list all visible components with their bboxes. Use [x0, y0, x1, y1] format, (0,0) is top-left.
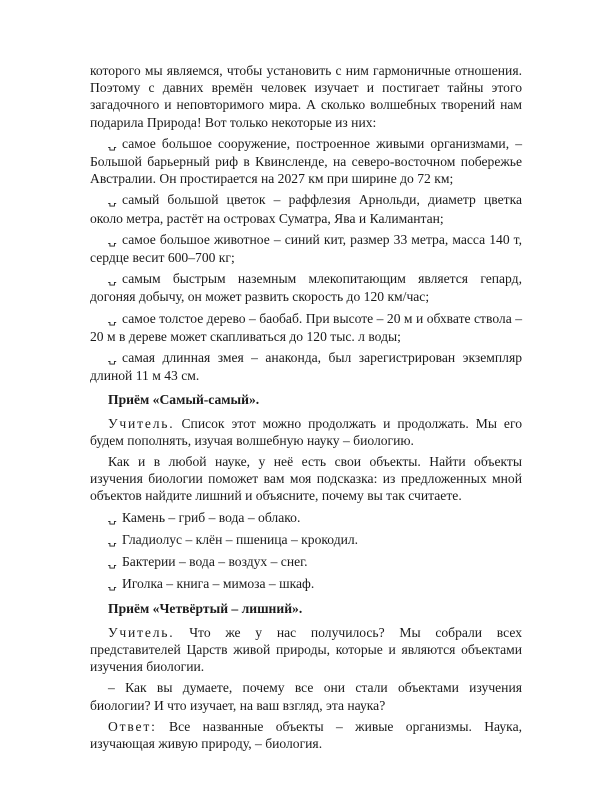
options-list — [90, 509, 522, 594]
bullet-icon: ⍽ — [108, 233, 117, 247]
list-item: ⍽ Иголка – книга – мимоза – шкаф. — [90, 575, 522, 593]
list-item: ⍽ самое большое сооружение, построенное живыми организмами, – Большой барьерный риф в Квинсленде, на северо-восточном побережье Австралии. Он простирается на 2027 км при ширине до 72 км; — [90, 135, 522, 187]
bullet-icon: ⍽ — [108, 194, 117, 208]
section-heading-chetvertyi: Приём «Четвёртый – лишний». — [108, 601, 303, 617]
bullet-icon: ⍽ — [108, 578, 117, 592]
teacher-paragraph: Учитель. Что же у нас получилось? Мы собрали всех представителей Царств живой природы, которые и являются объектами изучения биологии. — [90, 624, 522, 675]
document-page — [90, 62, 522, 752]
teacher-paragraph: Учитель. Список этот можно продолжать и продолжать. Мы его будем пополнять, изучая волшебную науку – биологию. — [90, 415, 522, 448]
bullet-icon: ⍽ — [108, 352, 117, 366]
question-paragraph: – Как вы думаете, почему все они стали объектами изучения биологии? И что изучает, на ваш взгляд, эта наука? — [90, 680, 522, 713]
section-heading-samyi: Приём «Самый-самый». — [108, 392, 260, 408]
answer-paragraph: Ответ: Все названные объекты – живые организмы. Наука, изучающая живую природу, – биология. — [90, 718, 522, 751]
bullet-icon: ⍽ — [108, 556, 117, 570]
hint-paragraph: Как и в любой науке, у неё есть свои объекты. Найти объекты изучения биологии поможет вам моя подсказка: из предложенных мной объектов найдите лишний и объясните, почему вы так считаете. — [90, 454, 522, 504]
list-item: ⍽ Гладиолус – клён – пшеница – крокодил. — [90, 531, 522, 549]
answer-label: Ответ: — [108, 718, 157, 734]
list-item: ⍽ самое большое животное – синий кит, размер 33 метра, масса 140 т, сердце весит 600–700 кг; — [90, 231, 522, 266]
list-item: ⍽ Камень – гриб – вода – облако. — [90, 509, 522, 527]
facts-list — [90, 135, 522, 385]
teacher-label: Учитель. — [108, 624, 175, 640]
bullet-icon: ⍽ — [108, 137, 117, 151]
intro-paragraph: которого мы являемся, чтобы установить с ним гармоничные отношения. Поэтому с давних времён человек изучает и постигает тайны этого загадочного и неповторимого мира. А сколько волшебных творений нам подарила Природа! Вот только некоторые из них: — [90, 63, 522, 130]
list-item: ⍽ Бактерии – вода – воздух – снег. — [90, 553, 522, 571]
bullet-icon: ⍽ — [108, 312, 117, 326]
list-item: ⍽ самый большой цветок – раффлезия Арнольди, диаметр цветка около метра, растёт на островах Суматра, Ява и Калимантан; — [90, 192, 522, 226]
bullet-icon: ⍽ — [108, 533, 117, 547]
list-item: ⍽ самая длинная змея – анаконда, был зарегистрирован экземпляр длиной 11 м 43 см. — [90, 350, 522, 384]
list-item: ⍽ самым быстрым наземным млекопитающим является гепард, догоняя добычу, он может развить скорость до 120 км/час; — [90, 271, 522, 305]
list-item: ⍽ самое толстое дерево – баобаб. При высоте – 20 м и обхвате ствола – 20 м в дереве может скапливаться до 120 тыс. л воды; — [90, 310, 522, 344]
bullet-icon: ⍽ — [108, 273, 117, 287]
teacher-label: Учитель. — [108, 415, 175, 431]
bullet-icon: ⍽ — [108, 511, 117, 525]
